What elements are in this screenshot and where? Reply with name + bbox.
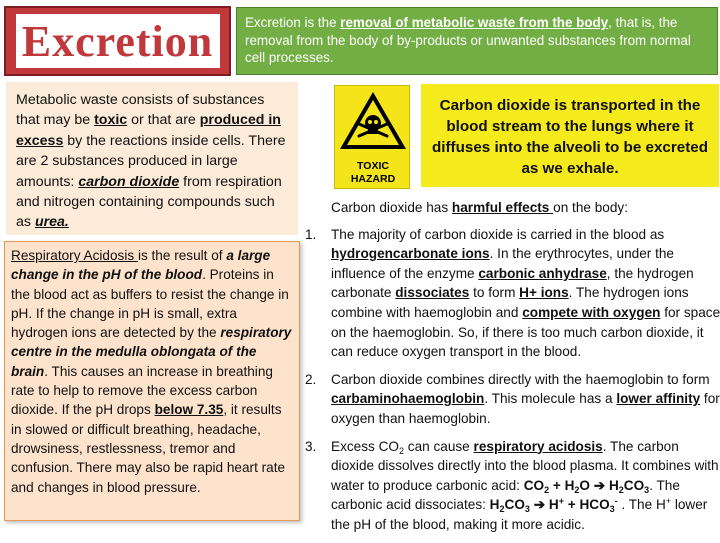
effect-text: Carbon dioxide combines directly with the haemoglobin to form carbaminohaemoglobin. This molecule has a lower affinity for oxygen than haemoglobin. bbox=[331, 371, 720, 426]
metabolic-waste-box bbox=[6, 82, 298, 235]
acidosis-term: Respiratory Acidosis bbox=[11, 248, 138, 263]
dissociation-equation: $H_2CO_3$ ➔ $H^+ + HCO_3^-$ bbox=[489, 496, 618, 515]
waste-text: by the reactions inside cells. There are 2 substances produced in large amounts: bbox=[16, 132, 286, 190]
page-title: Excretion bbox=[16, 14, 220, 68]
effect-text: Excess $CO_2$ can cause respiratory acidosis. The carbon dioxide dissolves directly into the blood plasma. It combines with water to produce carbonic acid: $CO_2 + H_2O$ ➔ $H_2CO_3$. The carbonic acid dissociates: $H_2CO_3$ ➔ $H^+ + HCO_3^-$ . The H+ lower the pH of the blood, making it more acidic. bbox=[331, 438, 719, 532]
effects-intro-emphasis: harmful effects bbox=[451, 200, 554, 215]
waste-toxic: toxic bbox=[94, 112, 128, 129]
skull-crossbones-icon bbox=[335, 86, 411, 190]
effect-item-1 bbox=[305, 225, 720, 362]
waste-produced-in-excess: produced in excess bbox=[16, 112, 281, 149]
effect-item-3 bbox=[305, 437, 720, 535]
toxic-hazard-sign bbox=[334, 85, 410, 189]
arrow-icon: ➔ bbox=[529, 497, 546, 513]
acidosis-text: , it results in slowed or difficult breathing, headache, drowsiness, restlessness, tremor and confusion. There may also be rapid heart rate and changes in blood pressure. bbox=[11, 402, 286, 495]
acidosis-threshold: below 7.35 bbox=[154, 402, 224, 418]
acidosis-text: . Proteins in the blood act as buffers to resist the change in pH. If the change in pH is small, extra hydrogen ions are detected by the bbox=[11, 267, 289, 341]
hazard-label-line2: HAZARD bbox=[350, 173, 396, 185]
waste-text: or that are bbox=[127, 112, 200, 129]
effects-intro-text: on the body: bbox=[553, 200, 628, 215]
effects-intro-text: Carbon dioxide has bbox=[331, 200, 452, 215]
acidosis-text: . This causes an increase in breathing rate to help to remove the excess carbon dioxide. If the pH drops bbox=[11, 363, 273, 418]
title-banner bbox=[4, 6, 231, 76]
harmful-effects-section bbox=[305, 198, 720, 543]
definition-text-pre: Excretion is the bbox=[245, 15, 341, 30]
effects-intro bbox=[331, 198, 720, 218]
arrow-icon: ➔ bbox=[593, 477, 606, 493]
acidosis-ph-change: a large change in the pH of the blood bbox=[11, 248, 271, 283]
waste-carbon-dioxide: carbon dioxide bbox=[78, 173, 180, 190]
respiratory-acidosis-box bbox=[4, 241, 300, 521]
definition-emphasis: removal of metabolic waste from the body bbox=[340, 15, 609, 30]
waste-text: from respiration and nitrogen containing compounds such as bbox=[16, 173, 282, 231]
waste-text: Metabolic waste consists of substances that may be bbox=[16, 92, 265, 129]
effect-number: 3. bbox=[305, 438, 317, 454]
co2-transport-text: Carbon dioxide is transported in the blood stream to the lungs where it diffuses into the alveoli to be excreted as we exhale. bbox=[432, 97, 708, 177]
definition-box bbox=[236, 7, 718, 75]
effect-number: 1. bbox=[305, 226, 317, 242]
acidosis-text: is the result of bbox=[137, 248, 227, 263]
carbonic-acid-equation: $CO_2 + H_2O$ ➔ $H_2CO_3$ bbox=[523, 477, 650, 495]
co2-transport-box bbox=[421, 84, 719, 187]
acidosis-respiratory-centre: respiratory centre in the medulla oblongata of the brain bbox=[11, 325, 292, 379]
effect-number: 2. bbox=[305, 371, 317, 387]
effect-item-2 bbox=[305, 370, 720, 429]
definition-text-post: , that is, the removal from the body of by-products or unwanted substances from normal cell processes. bbox=[245, 15, 691, 65]
effect-text: The majority of carbon dioxide is carried in the blood as hydrogencarbonate ions. In the erythrocytes, under the influence of the enzyme carbonic anhydrase, the hydrogen carbonate dissociates to form H+ ions. The hydrogen ions combine with haemoglobin and compete with oxygen for space on the haemoglobin. So, if there is too much carbon dioxide, it can reduce oxygen transport in the blood. bbox=[331, 226, 720, 360]
hazard-label-line1: TOXIC bbox=[357, 160, 389, 172]
waste-urea: urea. bbox=[34, 214, 69, 231]
